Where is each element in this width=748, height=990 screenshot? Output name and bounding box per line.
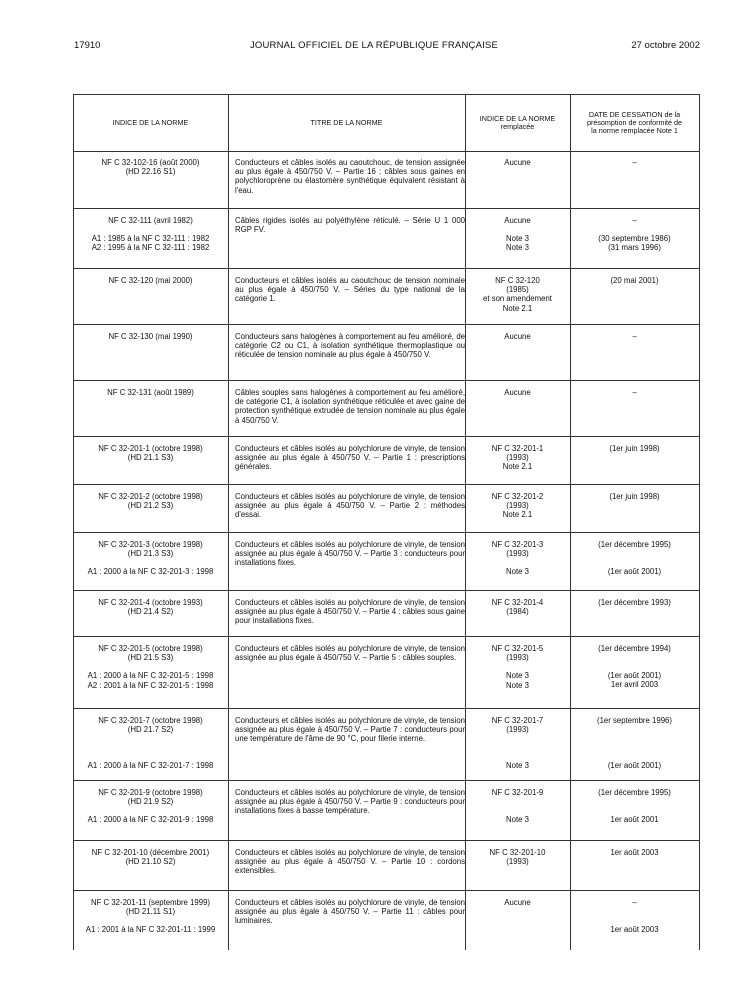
replaced-norm-line: et son amendement [483, 294, 552, 304]
norm-index-line: (HD 21.7 S2) [127, 725, 174, 735]
norm-index [73, 788, 228, 825]
norm-index-line: A1 : 2001 à la NF C 32-201-11 : 1999 [85, 925, 216, 935]
norm-title: Conducteurs et câbles isolés au polychlorure de vinyle, de tension assignée au plus égale à 450/750 V. – Partie 2 : méthodes d'essai. [235, 492, 465, 520]
norm-index-line: (HD 21.2 S3) [127, 501, 174, 511]
cessation-date-line: (1er septembre 1996) [597, 716, 672, 725]
replaced-norm-line: (1985) [506, 285, 529, 295]
cessation-date-line: (1er décembre 1995) [598, 540, 671, 549]
norm-index-line: NF C 32-131 (août 1989) [107, 388, 194, 397]
norm-index-line: (HD 21.4 S2) [127, 607, 174, 617]
norm-index-line [73, 734, 228, 743]
replaced-norm-line: Note 2.1 [502, 462, 533, 472]
table-row [73, 708, 699, 781]
norm-index-line: NF C 32-201-3 (octobre 1998) [98, 540, 203, 549]
cessation-date [570, 388, 699, 397]
table-row [73, 780, 699, 841]
norm-index-line: NF C 32-111 (avril 1982) [108, 216, 193, 225]
cessation-date-line [570, 653, 699, 662]
replaced-norm [465, 848, 570, 866]
cessation-date [570, 716, 699, 770]
norm-title: Conducteurs et câbles isolés au polychlorure de vinyle, de tension assignée au plus égale à 450/750 V. – Partie 4 : câbles sous gaine pour installations fixes. [235, 598, 465, 626]
replaced-norm-line: Note 3 [506, 761, 529, 771]
replaced-norm-line: NF C 32-120 [495, 276, 540, 285]
cessation-date-line: – [632, 216, 637, 225]
norm-index-line [73, 752, 228, 761]
cessation-date [570, 444, 699, 453]
replaced-norm-line [465, 797, 570, 806]
cessation-date-line: (1er décembre 1995) [598, 788, 671, 797]
cessation-date-line: (1er décembre 1994) [598, 644, 671, 653]
replaced-norm-line: Aucune [504, 388, 531, 397]
cessation-date-line: (1er décembre 1993) [598, 598, 671, 607]
journal-title: JOURNAL OFFICIEL DE LA RÉPUBLIQUE FRANÇAISE [249, 40, 499, 51]
norm-index-line: (HD 21.9 S2) [127, 797, 174, 807]
cessation-date-line: (30 septembre 1986) [598, 234, 671, 244]
norm-index [73, 216, 228, 253]
cessation-date-line: – [632, 388, 637, 397]
replaced-norm-line: NF C 32-201-10 [489, 848, 546, 857]
norm-title: Conducteurs et câbles isolés au polychlorure de vinyle, de tension assignée au plus égale à 450/750 V. – Partie 11 : câbles pour luminaires. [235, 898, 465, 926]
replaced-norm-line: Note 2.1 [502, 510, 533, 520]
replaced-norm-line [465, 743, 570, 752]
cessation-date-line [570, 725, 699, 734]
col-header-titre: TITRE DE LA NORME [310, 117, 383, 127]
replaced-norm-line [465, 662, 570, 671]
table-row [73, 324, 699, 381]
norm-index-line [73, 558, 228, 567]
cessation-date-line: 1er avril 2003 [610, 680, 659, 690]
norm-index-line: NF C 32-201-4 (octobre 1993) [98, 598, 203, 607]
norm-index-line: (HD 22.16 S1) [125, 167, 176, 177]
replaced-norm-line: (1993) [506, 653, 529, 663]
replaced-norm-line: Aucune [504, 332, 531, 341]
norm-index [73, 444, 228, 462]
cessation-date [570, 332, 699, 341]
replaced-norm-line: Note 3 [506, 567, 529, 577]
cessation-date-line: – [632, 332, 637, 341]
norm-title: Conducteurs sans halogènes à comportement au feu amélioré, de catégorie C2 ou C1, à isolation synthétique thermoplastique ou réticulée de tension nominale au plus égale à 450/750 V. [235, 332, 465, 360]
cessation-date-line [570, 907, 699, 916]
cessation-date-line [570, 916, 699, 925]
norm-index [73, 492, 228, 510]
norm-index-line: NF C 32-201-9 (octobre 1998) [98, 788, 203, 797]
replaced-norm [465, 598, 570, 616]
replaced-norm-line [465, 558, 570, 567]
norm-index [73, 716, 228, 771]
cessation-date [570, 492, 699, 501]
norm-index-line: A2 : 1995 à la NF C 32-111 : 1982 [91, 243, 210, 253]
norm-title: Conducteurs et câbles isolés au polychlorure de vinyle, de tension assignée au plus égale à 450/750 V. – Partie 5 : câbles souples. [235, 644, 465, 663]
norm-index-line: (HD 21.10 S2) [125, 857, 176, 867]
norm-index [73, 276, 228, 285]
issue-date: 27 octobre 2002 [631, 40, 700, 51]
table-border-right [699, 94, 700, 950]
norm-index-line: NF C 32-201-5 (octobre 1998) [98, 644, 203, 653]
cessation-date-line: (20 mai 2001) [610, 276, 659, 285]
cessation-date-line [570, 662, 699, 671]
table-row [73, 532, 699, 591]
norm-index-line [73, 225, 228, 234]
cessation-date-line [570, 752, 699, 761]
norm-index-line: (HD 21.11 S1) [125, 907, 176, 917]
norm-index-line: A1 : 2000 à la NF C 32-201-7 : 1998 [87, 761, 214, 771]
cessation-date-line [570, 734, 699, 743]
table-row [73, 268, 699, 325]
column-divider-1 [228, 94, 229, 950]
cessation-date-line: 1er août 2003 [610, 848, 659, 857]
norm-index [73, 388, 228, 397]
norm-index-line: NF C 32-130 (mai 1990) [108, 332, 193, 341]
cessation-date [570, 276, 699, 285]
norm-index [73, 898, 228, 935]
norm-index-line: (HD 21.3 S3) [127, 549, 174, 559]
table-row [73, 484, 699, 533]
col-header-remplacee: INDICE DE LA NORME remplacée [479, 113, 556, 131]
cessation-date-line: (1er août 2001) [607, 567, 662, 577]
norm-index [73, 644, 228, 690]
norm-title: Conducteurs et câbles isolés au polychlorure de vinyle, de tension assignée au plus égale à 450/750 V. – Partie 1 : prescriptions générales. [235, 444, 465, 472]
replaced-norm-line: Note 3 [506, 671, 529, 681]
cessation-date-line: – [632, 158, 637, 167]
replaced-norm [465, 444, 570, 472]
table-row [73, 208, 699, 269]
replaced-norm-line: Note 3 [506, 815, 529, 825]
cessation-date-line: (31 mars 1996) [608, 243, 661, 253]
cessation-date-line [570, 549, 699, 558]
replaced-norm-line: (1993) [506, 857, 529, 867]
cessation-date-line: (1er août 2001) [607, 761, 662, 771]
cessation-date [570, 898, 699, 934]
table-row [73, 436, 699, 485]
cessation-date-line: (1er juin 1998) [609, 492, 660, 501]
replaced-norm [465, 216, 570, 253]
replaced-norm [465, 492, 570, 520]
cessation-date [570, 848, 699, 857]
replaced-norm-line: Note 3 [506, 680, 529, 690]
page-number: 17910 [74, 40, 101, 51]
table-row [73, 590, 699, 637]
norm-index-line: NF C 32-201-10 (décembre 2001) [91, 848, 210, 857]
replaced-norm-line [465, 806, 570, 815]
cessation-date-line [570, 225, 699, 234]
norm-index-line: (HD 21.1 S3) [127, 453, 174, 463]
table-row [73, 840, 699, 891]
replaced-norm-line: NF C 32-201-2 [491, 492, 544, 501]
replaced-norm-line: Aucune [504, 216, 531, 225]
replaced-norm-line: (1984) [506, 607, 529, 617]
replaced-norm-line: (1993) [506, 453, 529, 463]
cessation-date-line: – [632, 898, 637, 907]
replaced-norm-line: (1993) [506, 725, 529, 735]
cessation-date [570, 158, 699, 167]
replaced-norm-line: Note 2.1 [502, 303, 533, 313]
norm-title: Câbles souples sans halogènes à comportement au feu amélioré, de catégorie C1, à isolation synthétique réticulée et avec gaine de protection synthétique extrudée de tension nominale au plus égale à 450/750 V. [235, 388, 465, 425]
replaced-norm [465, 644, 570, 690]
norm-title: Conducteurs et câbles isolés au polychlorure de vinyle, de tension assignée au plus égale à 450/750 V. – Partie 9 : conducteurs pour installations fixes à basse température. [235, 788, 465, 816]
replaced-norm [465, 388, 570, 397]
norm-index-line: NF C 32-201-2 (octobre 1998) [98, 492, 203, 501]
norm-index [73, 158, 228, 176]
cessation-date-line [570, 558, 699, 567]
replaced-norm [465, 276, 570, 313]
norm-index [73, 598, 228, 616]
norm-index-line: NF C 32-201-1 (octobre 1998) [98, 444, 203, 453]
norm-index [73, 540, 228, 577]
norm-index-line: A1 : 1985 à la NF C 32-111 : 1982 [91, 234, 210, 244]
table-row [73, 150, 699, 209]
norm-index-line [73, 916, 228, 925]
cessation-date [570, 788, 699, 824]
cessation-date [570, 598, 699, 607]
replaced-norm-line: Aucune [504, 898, 531, 907]
replaced-norm-line [465, 752, 570, 761]
cessation-date-line: 1er août 2003 [610, 925, 659, 935]
replaced-norm [465, 788, 570, 824]
cessation-date [570, 216, 699, 253]
cessation-date-line: (1er août 2001) [607, 671, 662, 681]
cessation-date-line: (1er juin 1998) [609, 444, 660, 453]
replaced-norm [465, 158, 570, 167]
norm-index-line [73, 743, 228, 752]
norm-title: Câbles rigides isolés au polyéthylène réticulé. – Série U 1 000 RGP FV. [235, 216, 465, 235]
norm-title: Conducteurs et câbles isolés au caoutchouc de tension nominale au plus égale à 450/750 V. – Séries du type national de la catégorie 1. [235, 276, 465, 304]
replaced-norm-line: Aucune [504, 158, 531, 167]
norm-title: Conducteurs et câbles isolés au polychlorure de vinyle, de tension assignée au plus égale à 450/750 V. – Partie 3 : conducteurs pour installations fixes. [235, 540, 465, 568]
replaced-norm-line: (1993) [506, 501, 529, 511]
replaced-norm-line: NF C 32-201-4 [491, 598, 544, 607]
column-divider-3 [570, 94, 571, 950]
cessation-date-line [570, 806, 699, 815]
norm-title: Conducteurs et câbles isolés au polychlorure de vinyle, de tension assignée au plus égale à 450/750 V. – Partie 10 : cordons extensibles. [235, 848, 465, 876]
replaced-norm [465, 332, 570, 341]
norm-index-line: NF C 32-102-16 (août 2000) [101, 158, 200, 167]
norm-index-line [73, 662, 228, 671]
cessation-date [570, 644, 699, 690]
replaced-norm [465, 898, 570, 907]
replaced-norm-line: NF C 32-201-3 [491, 540, 544, 549]
norm-index-line: NF C 32-201-11 (septembre 1999) [90, 898, 211, 907]
replaced-norm-line: Note 3 [506, 234, 529, 244]
norm-index-line: NF C 32-120 (mai 2000) [108, 276, 193, 285]
replaced-norm-line: (1993) [506, 549, 529, 559]
column-divider-2 [465, 94, 466, 950]
replaced-norm-line: NF C 32-201-1 [491, 444, 544, 453]
table-row [73, 890, 699, 950]
col-header-indice: INDICE DE LA NORME [112, 117, 189, 127]
replaced-norm [465, 716, 570, 771]
norm-index-line: A1 : 2000 à la NF C 32-201-3 : 1998 [87, 567, 214, 577]
norm-index-line: NF C 32-201-7 (octobre 1998) [98, 716, 203, 725]
norm-index-line: (HD 21.5 S3) [127, 653, 174, 663]
replaced-norm-line [465, 225, 570, 234]
norm-index-line [73, 806, 228, 815]
cessation-date-line [570, 797, 699, 806]
replaced-norm-line: NF C 32-201-7 [491, 716, 544, 725]
norm-index-line: A1 : 2000 à la NF C 32-201-5 : 1998 [87, 671, 214, 681]
norm-index-line: A2 : 2001 à la NF C 32-201-5 : 1998 [87, 680, 214, 690]
cessation-date-line: 1er août 2001 [610, 815, 659, 825]
table-row [73, 380, 699, 437]
table-header [73, 94, 699, 152]
col-header-date: DATE DE CESSATION de la présomption de conformité de la norme remplacée Note 1 [586, 109, 683, 136]
cessation-date-line [570, 743, 699, 752]
table-row [73, 636, 699, 709]
replaced-norm-line [465, 734, 570, 743]
norm-title: Conducteurs et câbles isolés au polychlorure de vinyle, de tension assignée au plus égale à 450/750 V. – Partie 7 : conducteurs pour une température de l'âme de 90 °C, pour filerie interne. [235, 716, 465, 744]
cessation-date [570, 540, 699, 576]
norm-index [73, 332, 228, 341]
replaced-norm [465, 540, 570, 577]
replaced-norm-line: NF C 32-201-9 [491, 788, 544, 797]
norm-index-line: A1 : 2000 à la NF C 32-201-9 : 1998 [87, 815, 214, 825]
replaced-norm-line: Note 3 [506, 243, 529, 253]
norm-title: Conducteurs et câbles isolés au caoutchouc, de tension assignée au plus égale à 450/750 V. – Partie 16 : câbles sous gaines en polychloroprène ou élastomère synthétique équivalent résistant à l'eau. [235, 158, 465, 195]
replaced-norm-line: NF C 32-201-5 [491, 644, 544, 653]
norm-index [73, 848, 228, 866]
table-border-left [73, 94, 74, 950]
